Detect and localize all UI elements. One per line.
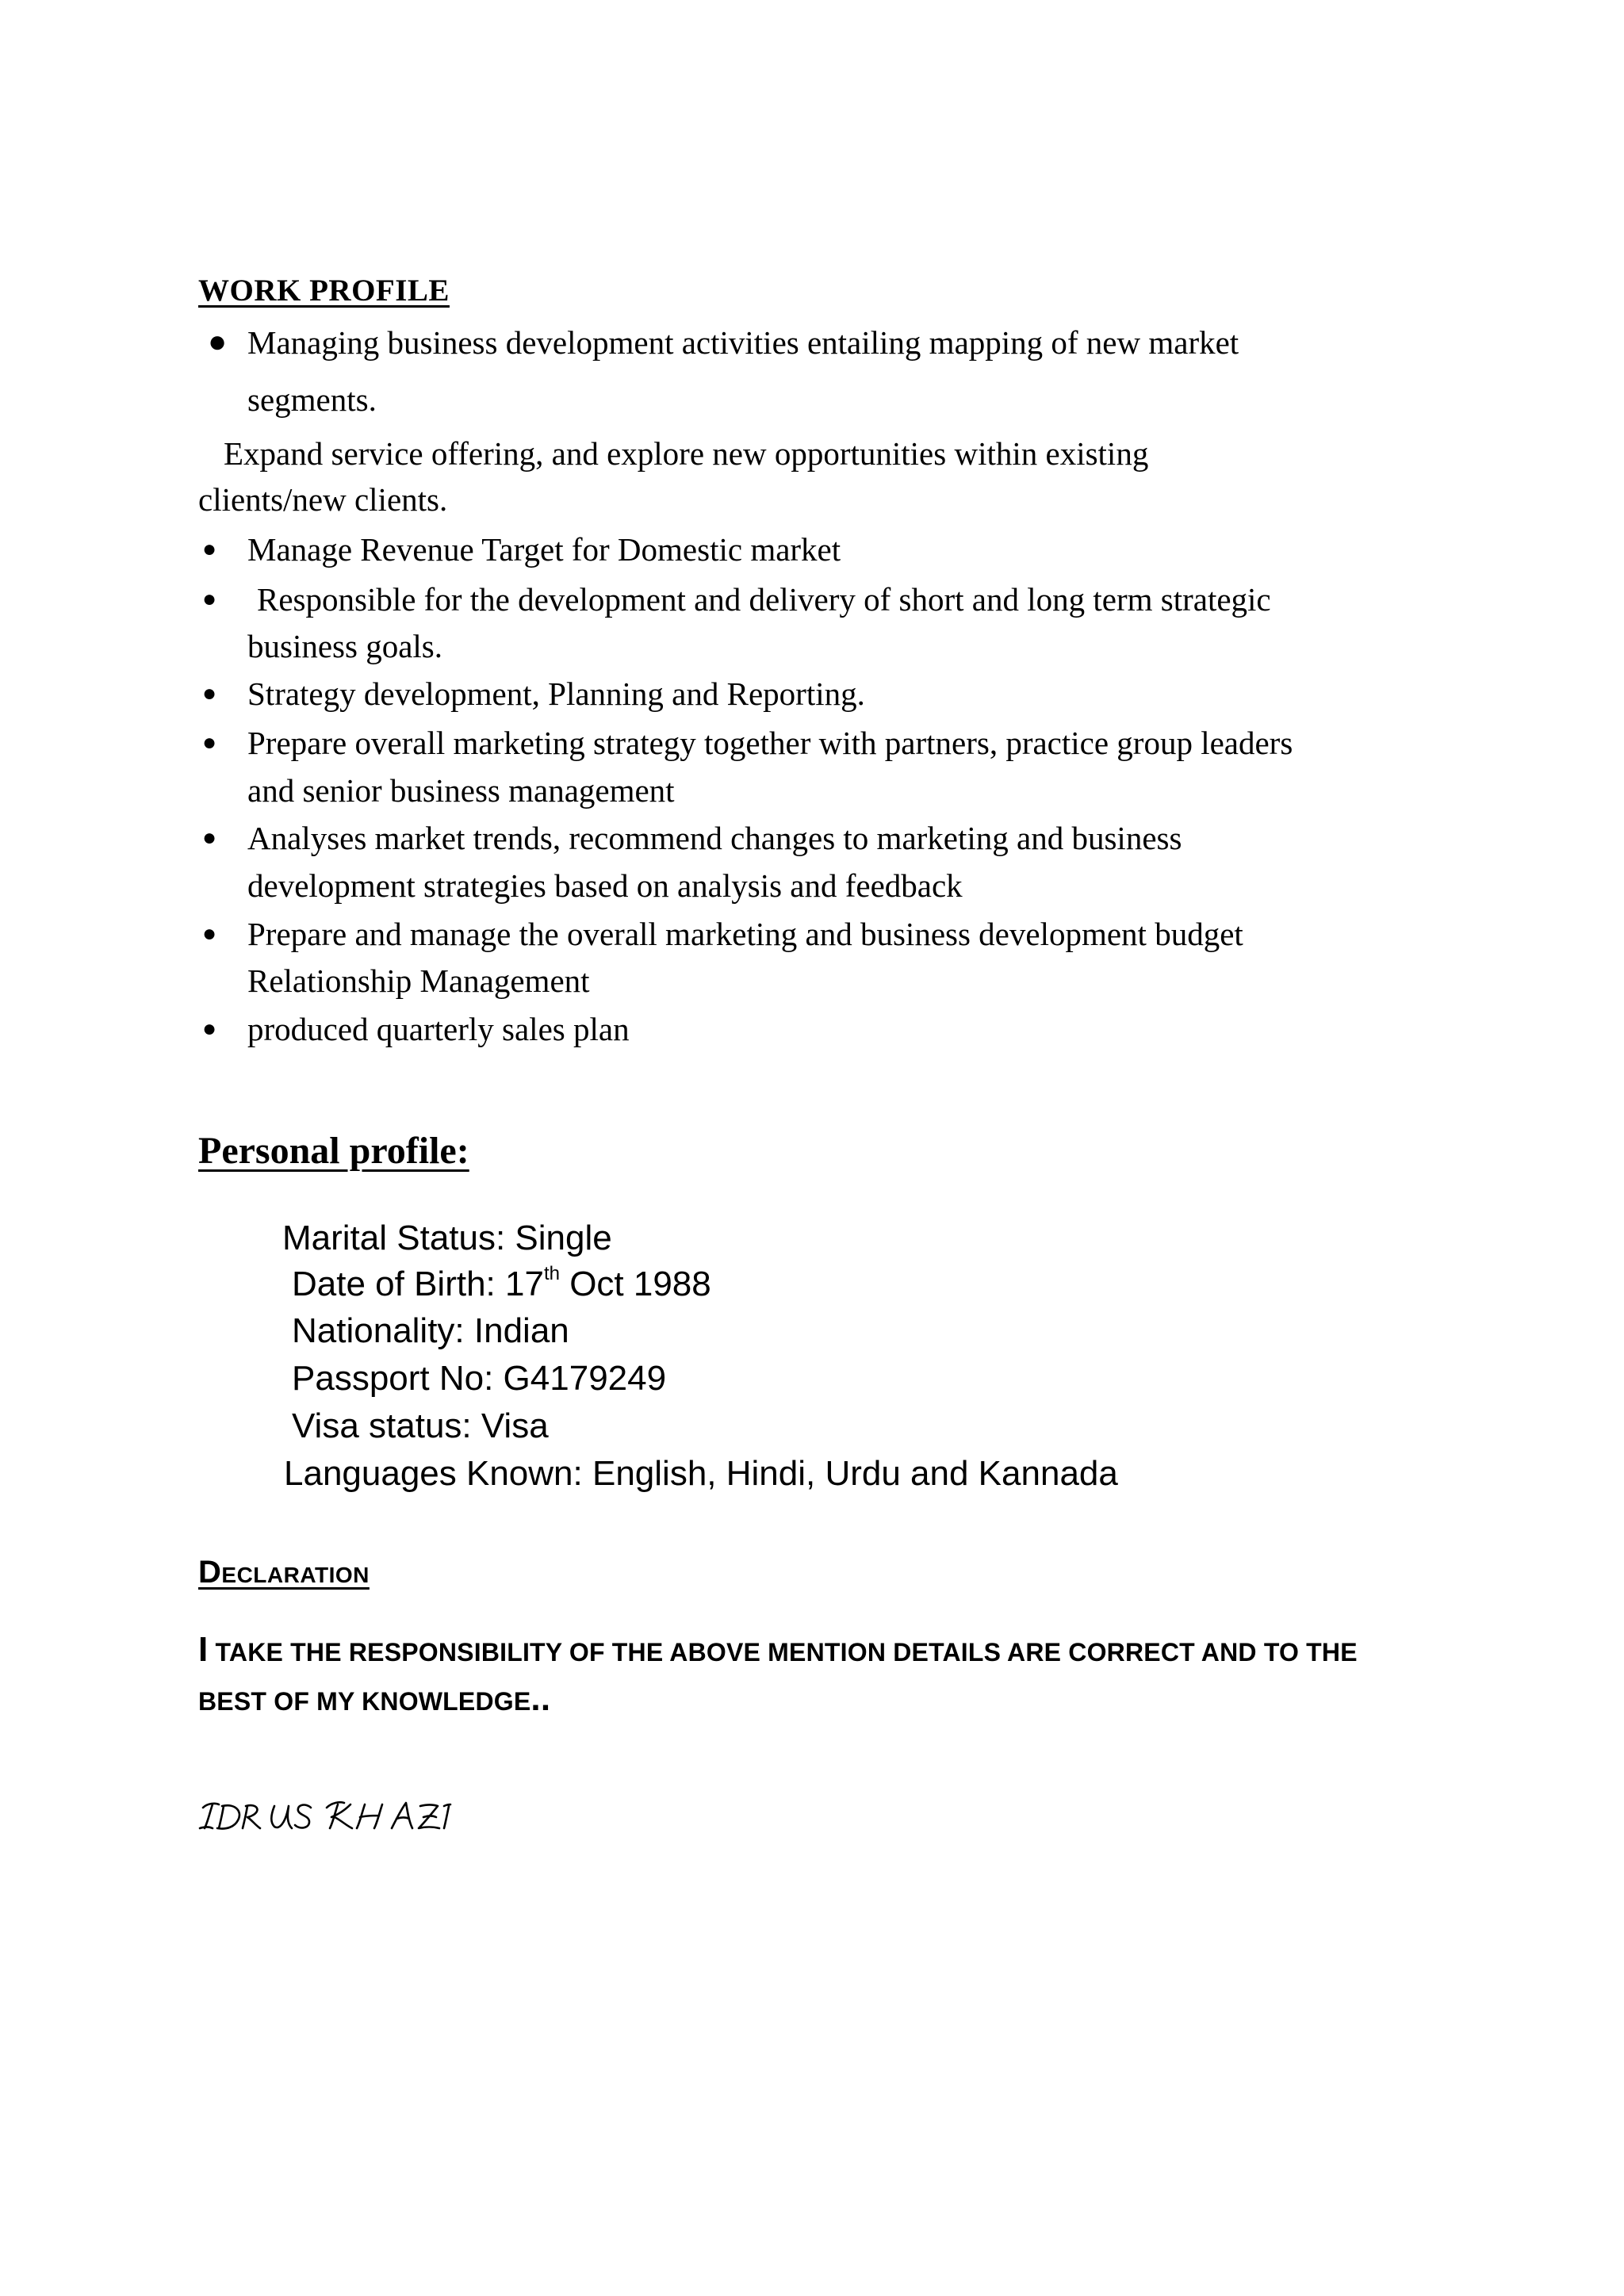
work-line: clients/new clients. [198,481,448,518]
work-line: Strategy development, Planning and Reporting. [247,675,865,712]
work-line: Managing business development activities entailing mapping of new market [247,324,1239,361]
work-line: business goals. [247,628,442,664]
declaration-heading: Declaration [198,1555,370,1590]
work-line: Manage Revenue Target for Domestic market [247,531,841,568]
bullet-icon: ● [202,536,217,562]
work-line: segments. [247,381,377,418]
nationality: Nationality: Indian [292,1311,569,1350]
marital-status: Marital Status: Single [282,1219,612,1257]
signature [198,1792,452,1839]
work-profile-heading: WORK PROFILE [198,274,450,308]
work-line: Responsible for the development and delivery of short and long term strategic [257,581,1271,618]
bullet-icon: ● [202,920,217,947]
work-line: Expand service offering, and explore new opportunities within existing [224,435,1149,472]
work-line: Relationship Management [247,962,590,999]
date-of-birth: Date of Birth: 17th Oct 1988 [292,1263,711,1303]
bullet-icon: ● [202,825,217,851]
work-line: and senior business management [247,772,675,809]
bullet-icon: ● [208,323,228,359]
work-line: development strategies based on analysis and feedback [247,867,963,904]
declaration-line: I TAKE THE RESPONSIBILITY OF THE ABOVE MENTION DETAILS ARE CORRECT AND TO THE [198,1630,1358,1669]
personal-profile-heading: Personal profile: [198,1130,469,1172]
work-line: Analyses market trends, recommend changes to marketing and business [247,820,1182,856]
bullet-icon: ● [202,729,217,756]
bullet-icon: ● [202,680,217,706]
languages-known: Languages Known: English, Hindi, Urdu and Kannada [284,1454,1118,1493]
work-line: Prepare overall marketing strategy together with partners, practice group leaders [247,725,1293,761]
passport-number: Passport No: G4179249 [292,1359,667,1398]
work-line: Prepare and manage the overall marketing and business development budget [247,916,1243,952]
bullet-icon: ● [202,586,217,612]
declaration-line: BEST OF MY KNOWLEDGE.. [198,1679,551,1718]
visa-status: Visa status: Visa [292,1406,549,1445]
work-line: produced quarterly sales plan [247,1011,630,1047]
bullet-icon: ● [202,1016,217,1042]
